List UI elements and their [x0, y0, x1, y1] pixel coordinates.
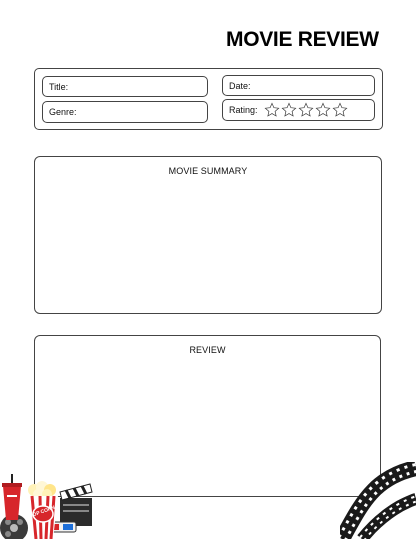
genre-label: Genre: — [49, 107, 77, 117]
date-label: Date: — [229, 80, 251, 91]
rating-field[interactable] — [222, 99, 375, 121]
soda-cup-icon — [2, 474, 22, 520]
star-icon[interactable] — [298, 102, 314, 118]
star-icon[interactable] — [332, 102, 348, 118]
star-icon[interactable] — [281, 102, 297, 118]
genre-field[interactable] — [42, 101, 208, 123]
rating-label: Rating: — [229, 105, 258, 115]
movie-summary-section[interactable] — [34, 156, 382, 314]
cinema-decoration — [0, 470, 100, 539]
film-strip-icon — [340, 462, 416, 539]
title-field[interactable] — [42, 76, 208, 97]
page-title: MOVIE REVIEW — [226, 28, 379, 51]
popcorn-bucket-icon — [28, 481, 58, 539]
clapperboard-icon — [60, 484, 92, 526]
movie-summary-title: MOVIE SUMMARY — [168, 166, 248, 176]
star-rating[interactable] — [264, 102, 348, 118]
date-field[interactable] — [222, 75, 375, 96]
title-label: Title: — [49, 81, 69, 92]
popcorn-label: POP CORN — [28, 504, 56, 520]
star-icon[interactable] — [315, 102, 331, 118]
review-title: REVIEW — [189, 345, 226, 355]
star-icon[interactable] — [264, 102, 280, 118]
